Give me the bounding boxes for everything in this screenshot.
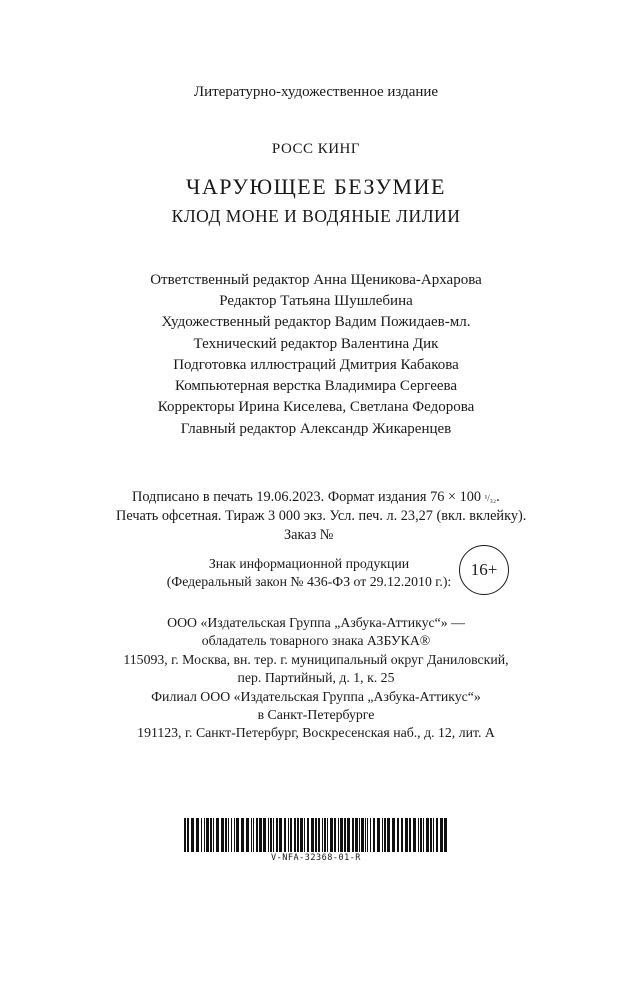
info-product-sign — [144, 555, 474, 591]
publisher-line: обладатель товарного знака АЗБУКА® — [201, 633, 431, 649]
credit-line: Редактор Татьяна Шушлебина — [219, 293, 413, 310]
credits-list — [0, 270, 632, 418]
author-name: РОСС КИНГ — [271, 141, 361, 157]
publisher-line: 191123, г. Санкт-Петербург, Воскресенская наб., д. 12, лит. А — [137, 725, 495, 741]
publisher-line: в Санкт-Петербурге — [257, 706, 375, 722]
publisher-line: Филиал ООО «Издательская Группа „Азбука-Аттикус“» — [151, 688, 481, 704]
book-subtitle: КЛОД МОНЕ И ВОДЯНЫЕ ЛИЛИИ — [171, 206, 461, 226]
print-line-2: Печать офсетная. Тираж 3 000 экз. Усл. печ. л. 23,27 (вкл. вклейку). — [116, 508, 527, 524]
credit-line: Ответственный редактор Анна Щеникова-Архарова — [150, 272, 482, 288]
print-line-1-end: . — [496, 489, 500, 505]
credit-line: Технический редактор Валентина Дик — [193, 335, 439, 352]
publisher-line: пер. Партийный, д. 1, к. 25 — [237, 670, 395, 686]
chief-editor: Главный редактор Александр Жикаренцев — [180, 421, 452, 437]
book-title: ЧАРУЮЩЕЕ БЕЗУМИЕ — [186, 174, 446, 199]
info-product-line-1: Знак информационной продукции — [208, 556, 410, 571]
age-rating-text: 16+ — [470, 560, 498, 579]
credit-line: Корректоры Ирина Киселева, Светлана Федорова — [157, 399, 475, 416]
order-number: Заказ № — [284, 527, 334, 543]
publisher-line: 115093, г. Москва, вн. тер. г. муниципальный округ Даниловский, — [123, 651, 509, 667]
credit-line: Художественный редактор Вадим Пожидаев-мл. — [161, 314, 471, 331]
format-fraction: ¹/₃₂ — [484, 493, 497, 503]
print-line-1 — [132, 488, 500, 508]
info-product-line-2: (Федеральный закон № 436-ФЗ от 29.12.2010 г.): — [166, 574, 452, 589]
age-rating-badge — [459, 545, 509, 595]
publisher-info — [0, 614, 632, 743]
credit-line: Подготовка иллюстраций Дмитрия Кабакова — [173, 356, 459, 373]
publisher-line: ООО «Издательская Группа „Азбука-Аттикус“» — — [167, 615, 465, 630]
barcode-code: V-NFA-32368-01-R — [271, 853, 361, 863]
edition-type: Литературно-художественное издание — [193, 84, 439, 100]
credit-line: Компьютерная верстка Владимира Сергеева — [174, 377, 458, 394]
print-signed-text: Подписано в печать 19.06.2023. Формат издания 76 × 100 — [132, 489, 485, 505]
barcode-icon — [184, 818, 448, 852]
